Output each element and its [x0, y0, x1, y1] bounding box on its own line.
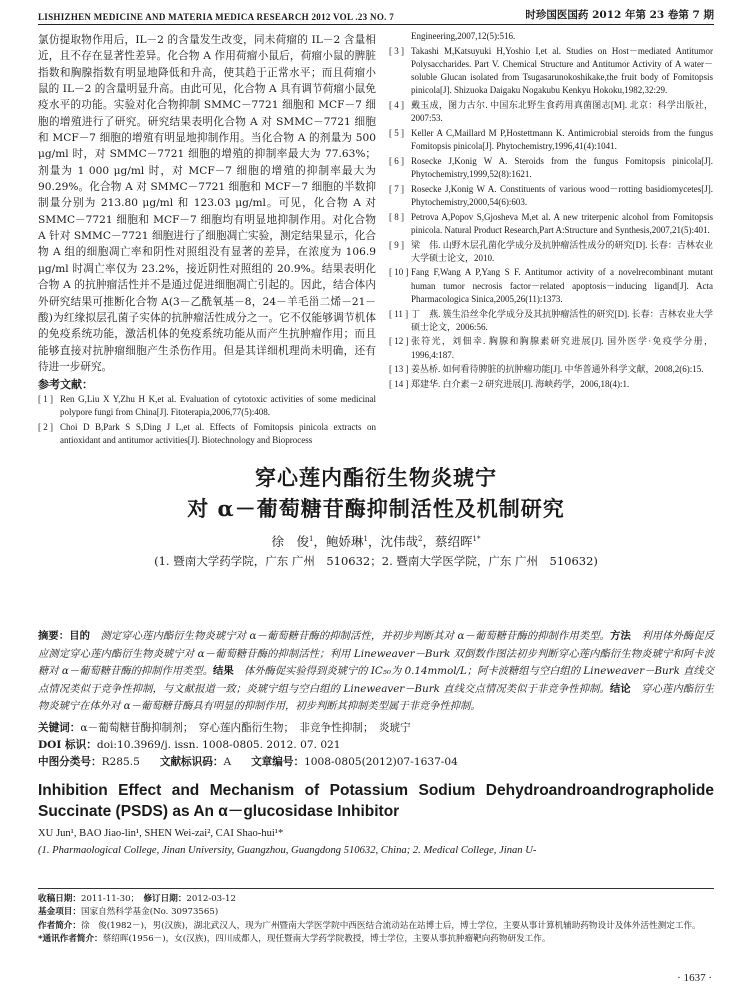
reference-item [389, 239, 713, 265]
running-header [38, 6, 714, 25]
reference-text: Petrova A,Popov S,Gjosheva M,et al. A new triterpenic alcohol from Fomitopsis pinicola. Natural Product Research,Part A:Structure and Synthesis,2007,21(5):401. [411, 211, 713, 235]
keywords-line [38, 720, 714, 736]
reference-text: Rosecke J,Konig W A. Steroids from the fungus Fomitopsis pinicola[J]. Phytochemistry,1999,52(8):1621. [411, 155, 713, 180]
author-affiliation-mark: 1 [309, 535, 314, 543]
body-paragraph: 氯仿提取物作用后，IL－2 的含量发生改变，同未荷瘤的 IL－2 含量相近，且不存在显著性差异。化合物 A 作用荷瘤小鼠后，荷瘤小鼠的脾脏指数和胸腺指数有明显地降低和升高，使其趋于正常水平；而且荷瘤小鼠的 IL－2 的含量明显升高。由此可见，化合物 A 具有调节荷瘤小鼠免疫水平的功能。实验对化合物抑制 SMMC－7721 细胞和 MCF－7 细胞的增殖进行了研究。研究结果表明化合物 A 对 SMMC－7721 细胞和 MCF－7 细胞的增殖有明显地抑制作用。当化合物 A 的剂量为 500 μg/ml 时，对 SMMC－7721 细胞的增殖的抑制率最大为 77.63%；剂量为 1 000 μg/ml 时，对 MCF－7 细胞的增殖的抑制率最大为 90.29%。化合物 A 对 SMMC－7721 细胞和 MCF－7 细胞的半数抑制量分别为 213.80 μg/ml 和 123.03 μg/ml。可见，化合物 A 对 SMMC－7721 细胞和 MCF－7 细胞均有明显地抑制作用。对化合物 A 针对 SMMC－7721 细胞进行了细胞凋亡实验，测定结果显示，化合物 A 组的细胞凋亡率和阴性对照组没有显著的差异，在浓度为 106.9 μg/ml 时凋亡率仅为 23.2%，接近阴性对照组的 20.9%。结果表明化合物 A 的抗肿瘤活性并不是通过促进细胞凋亡引起的。因此，结合体内外研究结果可推断化合物 A(3－乙酰氧基－8，24－羊毛甾二烯－21－酸)为红缘拟层孔菌子实体的抗肿瘤活性成分之一。它不仅能够调节机体的免疫系统功能，激活机体的免疫系统功能从而产生抗肿瘤作用；而且能够直接对抗肿瘤细胞产生杀伤作用。但是其详细机理尚未明确，还有待进一步研究。 [38, 34, 376, 373]
reference-number: [ 1 ] [38, 394, 53, 405]
article-title-block [38, 462, 714, 570]
author-name: 鲍娇琳 [326, 534, 364, 550]
journal-name-chinese: 时珍国医国药 2012 年第 23 卷第 7 期 [525, 9, 714, 21]
author-affiliation-mark: 1* [472, 535, 481, 543]
reference-text: Engineering,2007,12(5):516. [411, 31, 516, 41]
reference-list-left [38, 393, 376, 447]
reference-text: 戴玉成，图力古尔. 中国东北野生食药用真菌图志[M]. 北京：科学出版社，2007:53. [411, 100, 713, 124]
footnote-divider [38, 888, 714, 889]
author-affiliation-mark: 2 [418, 535, 423, 543]
reference-number: [ 11 ] [389, 308, 409, 319]
abstract-block [38, 628, 714, 858]
abstract-section-label: 方法 [610, 630, 631, 642]
reference-list-right [389, 30, 713, 391]
abstract-text [38, 628, 714, 716]
doc-code-label: 文献标识码： [159, 755, 224, 768]
reference-item [38, 421, 376, 447]
reference-item [389, 363, 713, 376]
reference-text: 丁 燕. 簇生沿丝伞化学成分及其抗肿瘤活性的研究[D]. 长春：吉林农业大学硕士论文，2006:56. [411, 308, 713, 332]
corresponding-text: 蔡绍晖(1956－)，女(汉族)，四川成都人，现任暨南大学药学院教授，博士学位，主要从事抗肿瘤靶向药物研发工作。 [102, 934, 551, 945]
reference-number: [ 14 ] [389, 379, 409, 390]
fund-footnote [38, 906, 714, 919]
affiliation: (1. 暨南大学药学院，广东 广州 510632；2. 暨南大学医学院，广东 广州 510632) [154, 554, 598, 569]
reference-text: Fang F,Wang A P,Yang S F. Antitumor activity of a novelrecombinant mutant human tumor necrosis factor－related apoptosis－inducing ligand[J]. Acta Pharmacologica Sinica,2005,26(11):1373. [411, 267, 713, 304]
reference-number: [ 3 ] [389, 45, 404, 56]
corresponding-label: *通讯作者简介： [38, 934, 103, 945]
clc-label: 中图分类号： [38, 755, 102, 768]
abstract-section-text: 体外酶促实验得到炎琥宁的 IC₅₀为 0.14mmol/L；阿卡波糖组与空白组的 Lineweaver－Burk 直线交点情况类似于竞争性抑制，与文献报道一致；炎琥宁组与空白组的 Lineweaver－Burk 直线交点情况类似于非竞争性抑制。 [38, 665, 715, 695]
received-label: 收稿日期： [38, 894, 81, 904]
dates-footnote [38, 893, 714, 906]
reference-item [389, 155, 713, 181]
left-column [38, 32, 376, 449]
reference-text: Ren G,Liu X Y,Zhu H K,et al. Evaluation of cytotoxic activities of some medicinal polypore fungi from China[J]. Fitoterapia,2006,77(5):408. [60, 394, 376, 418]
reference-number: [ 13 ] [389, 364, 409, 375]
reference-text: Rosecke J,Konig W A. Constituents of various wood－rotting basidiomycetes[J]. Phytochemistry,2000,54(6):603. [411, 183, 713, 207]
classification-row [38, 754, 714, 770]
author-separator: ， [422, 534, 435, 550]
reference-text: 姜丛桥. 如何看待脾脏的抗肿瘤功能[J]. 中华普通外科学文献，2008,2(6):15. [411, 364, 704, 375]
references-heading: 参考文献： [38, 378, 93, 392]
abstract-section-label: 结果 [213, 665, 234, 677]
abstract-label: 摘要： [38, 630, 70, 642]
reference-item [389, 335, 713, 361]
chinese-title-line-2: 对 α－葡萄糖苷酶抑制活性及机制研究 [187, 496, 565, 521]
abstract-section-label: 目的 [69, 630, 91, 642]
reference-text: Takashi M,Katsuyuki H,Yoshio I,et al. Studies on Host－mediated Antitumor Polysaccharides. Part V. Chemical Structure and Antitumor Activity of A water－soluble Glucan isolated from Tsugasarunokoshikake,the fruit body of Fomitopsis pinicola[J]. Shizuoka Daigaku Nogakubu Kenkyu Hokoku,1982,32:29. [411, 45, 713, 96]
abstract-section-text: 穿心莲内酯衍生物炎琥宁在体外对 α－葡萄糖苷酶具有明显的抑制作用，初步判断其抑制类型属于非竞争性抑制。 [38, 682, 715, 712]
author-affiliation-mark: 1 [363, 535, 368, 543]
reference-text: Choi D B,Park S S,Ding J L,et al. Effects of Fomitopsis pinicola extracts on antioxidant and antitumor activities[J]. Biotechnology and Bioprocess [60, 422, 376, 446]
reference-item [389, 378, 713, 391]
reference-number: [ 10 ] [389, 267, 409, 278]
reference-item [389, 45, 713, 98]
page-number: · 1637 · [677, 972, 712, 984]
reference-item [389, 99, 713, 125]
reference-number: [ 8 ] [389, 211, 404, 222]
abstract-section-label: 结论 [609, 682, 631, 695]
reference-text: 张符光，刘佃幸. 胸腺和胸腺素研究进展[J]. 国外医学·免疫学分册，1996,4:187. [411, 336, 713, 360]
reference-number: [ 4 ] [389, 100, 404, 111]
keywords: α－葡萄糖苷酶抑制剂； 穿心莲内酯衍生物； 非竞争性抑制； 炎琥宁 [80, 721, 411, 734]
author-separator: ， [313, 534, 326, 550]
journal-name-english: LISHIZHEN MEDICINE AND MATERIA MEDICA RESEARCH 2012 VOL .23 NO. 7 [38, 12, 395, 22]
author-bio-footnote [38, 920, 714, 933]
doi-label: DOI 标识： [38, 738, 97, 751]
english-affiliation: (1. Pharmaological College, Jinan University, Guangzhou, Guangdong 510632, China; 2. Medical College, Jinan U- [38, 844, 537, 856]
article-no-label: 文章编号： [251, 755, 305, 768]
author-name: 蔡绍晖 [435, 534, 473, 550]
right-column [389, 30, 713, 393]
reference-number: [ 5 ] [389, 127, 404, 138]
author-name: 徐 俊 [271, 534, 310, 550]
author-list [38, 530, 714, 551]
author-bio-label: 作者简介： [38, 920, 81, 931]
fund-text: 国家自然科学基金(No. 30973565) [80, 907, 219, 918]
fund-label: 基金项目： [38, 907, 81, 918]
revised-date: 2012-03-12 [186, 894, 236, 904]
corresponding-author-footnote [38, 933, 714, 946]
reference-continuation [389, 30, 713, 43]
english-title: Inhibition Effect and Mechanism of Potassium Sodium Dehydroandroandrographolide Succinate (PSDS) as An α－glucosidase Inhibitor [38, 781, 714, 820]
author-bio-text: 徐 俊(1982－)，男(汉族)，湖北武汉人，现为广州暨南大学医学院中西医结合流动站在站博士后，博士学位，主要从事计算机辅助药物设计及体外活性测定工作。 [80, 920, 701, 931]
reference-item [389, 211, 713, 237]
clc-value: R285.5 [101, 755, 140, 768]
footnotes [38, 893, 714, 947]
abstract-section-text: 测定穿心莲内酯衍生物炎琥宁对 α－葡萄糖苷酶的抑制活性，并初步判断其对 α－葡萄糖苷酶的抑制作用类型。 [100, 630, 611, 642]
reference-text: Keller A C,Maillard M P,Hostettmann K. Antimicrobial steroids from the fungus Fomitopsis pinicola[J]. Phytochemistry,1996,41(4):1041. [411, 127, 713, 152]
abstract-section-text: 利用体外酶促反应测定穿心莲内酯衍生物炎琥宁对 α－葡萄糖苷酶的抑制活性；利用 Lineweaver－Burk 双倒数作图法初步判断穿心莲内酯衍生物炎琥宁和阿卡波糖对 α－葡萄糖苷酶的抑制作用类型。 [38, 630, 715, 677]
reference-item [389, 183, 713, 209]
article-no-value: 1008-0805(2012)07-1637-04 [304, 755, 458, 768]
reference-number: [ 9 ] [389, 239, 404, 250]
keywords-label: 关键词： [38, 721, 81, 734]
reference-item [389, 266, 713, 306]
revised-label: 修订日期： [143, 894, 187, 904]
reference-item [389, 127, 713, 153]
chinese-title-line-1: 穿心莲内酯衍生物炎琥宁 [255, 465, 497, 490]
doc-code-value: A [223, 755, 232, 768]
reference-number: [ 7 ] [389, 183, 404, 194]
author-name: 沈伟哉 [380, 534, 419, 550]
reference-text: 郑建华. 白介素－2 研究进展[J]. 海峡药学，2006,18(4):1. [411, 379, 630, 390]
doi-value: doi:10.3969/j. issn. 1008-0805. 2012. 07. 021 [96, 738, 341, 751]
reference-number: [ 6 ] [389, 155, 404, 166]
english-author-list: XU Jun¹, BAO Jiao-lin¹, SHEN Wei-zai², CAI Shao-hui¹* [38, 827, 284, 839]
doi-line [38, 737, 714, 753]
reference-item [38, 393, 376, 419]
reference-number: [ 12 ] [389, 336, 409, 347]
reference-item [389, 308, 713, 334]
received-date: 2011-11-30； [80, 894, 135, 904]
reference-number: [ 2 ] [38, 422, 53, 433]
author-separator: ， [367, 534, 381, 550]
reference-text: 梁 伟. 山野木层孔菌化学成分及抗肿瘤活性成分的研究[D]. 长春：吉林农业大学硕士论文，2010. [411, 239, 713, 263]
